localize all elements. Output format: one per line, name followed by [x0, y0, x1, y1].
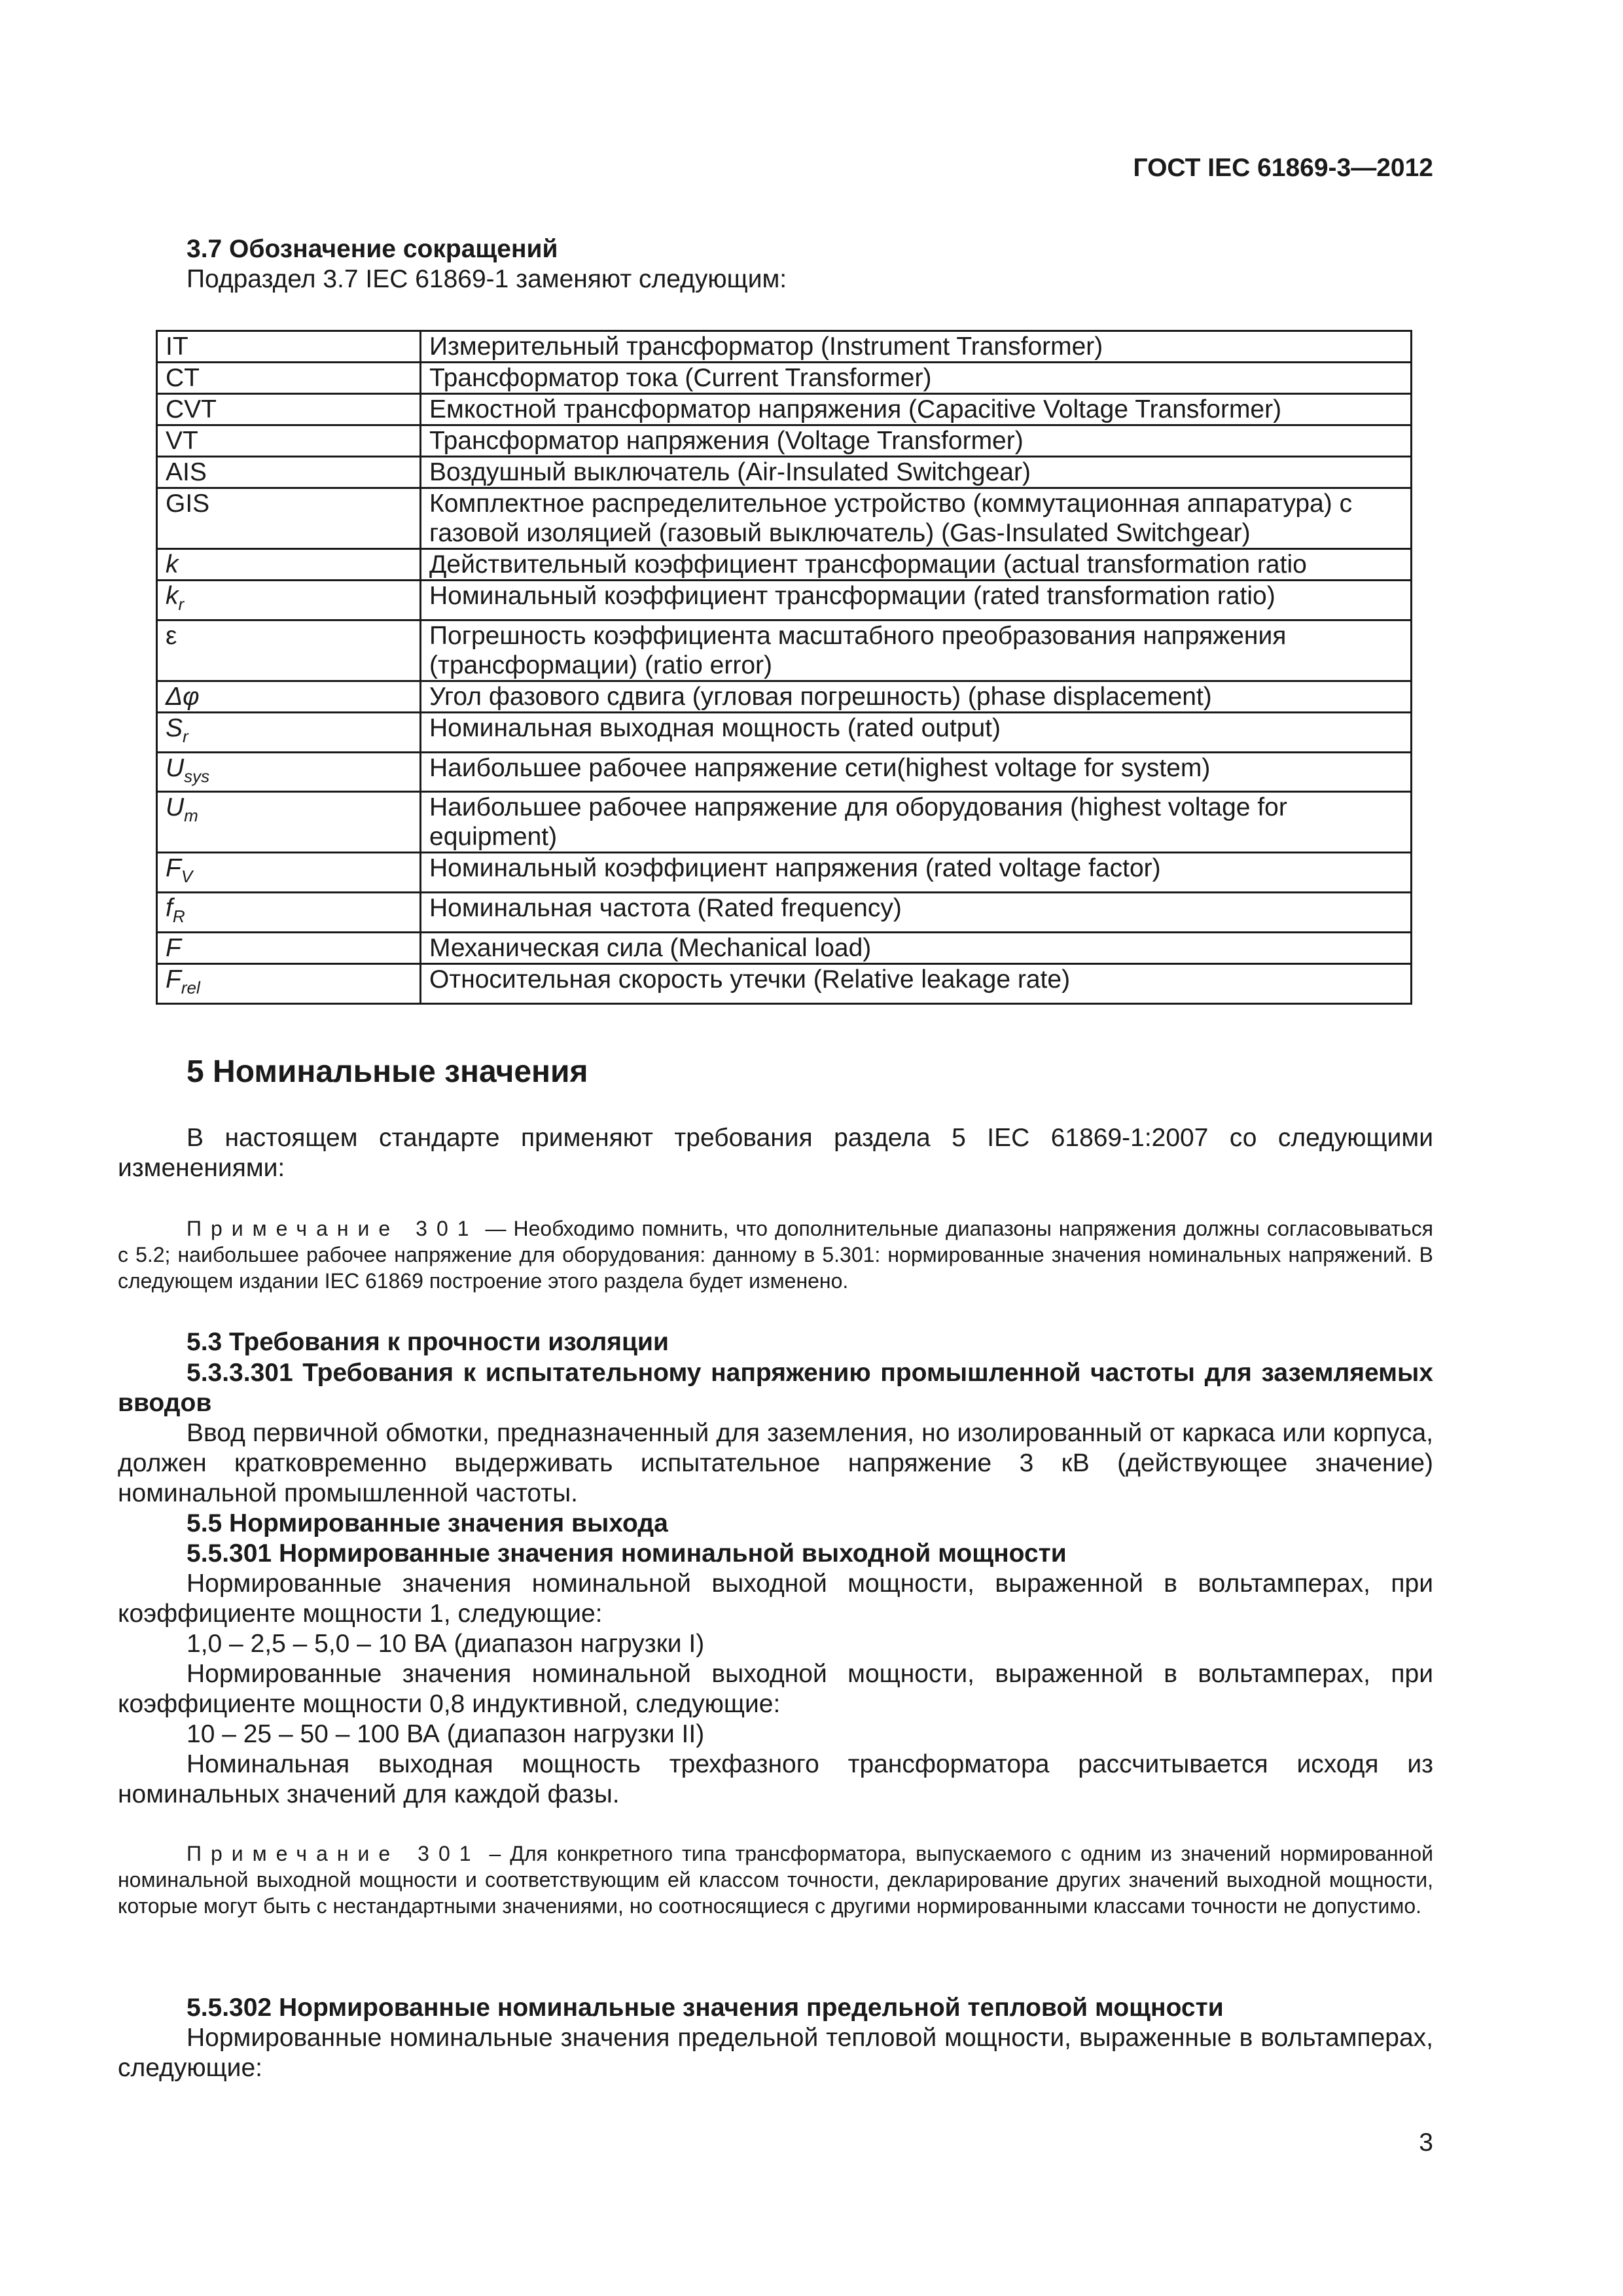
abbreviation-symbol [157, 488, 421, 549]
table-row [157, 549, 1412, 581]
abbreviation-description: Номинальный коэффициент напряжения (rated voltage factor) [421, 853, 1412, 893]
abbreviation-description: Комплектное распределительное устройство (коммутационная аппаратура) с газовой изоляцией (газовый выключатель) (Gas-Insulated Switchgear) [421, 488, 1412, 549]
symbol-base: S [166, 713, 183, 742]
table-row [157, 681, 1412, 712]
table-row [157, 932, 1412, 963]
table-row [157, 792, 1412, 853]
abbreviation-description: Наибольшее рабочее напряжение сети(highest voltage for system) [421, 752, 1412, 792]
abbreviation-symbol [157, 752, 421, 792]
abbreviation-symbol [157, 331, 421, 363]
symbol-base: AIS [166, 458, 207, 486]
symbol-subscript: r [178, 594, 185, 614]
symbol-base: CVT [166, 395, 217, 423]
section-5-3-heading: 5.3 Требования к прочности изоляции [187, 1328, 669, 1356]
symbol-base: Δφ [166, 682, 200, 711]
abbreviation-symbol [157, 620, 421, 681]
symbol-base: k [166, 582, 179, 610]
abbreviation-symbol [157, 853, 421, 893]
symbol-subscript: V [181, 867, 193, 887]
section-5-5-note [118, 1840, 1433, 1919]
abbreviations-table [156, 330, 1412, 1005]
abbreviation-symbol [157, 363, 421, 394]
table-row [157, 712, 1412, 752]
abbreviation-symbol [157, 457, 421, 488]
section-5-3-3-301-heading: 5.3.3.301 Требования к испытательному напряжению промышленной частоты для заземляемых вводов [118, 1359, 1433, 1417]
abbreviation-symbol [157, 425, 421, 457]
symbol-base: ε [166, 621, 177, 650]
abbreviation-description: Измерительный трансформатор (Instrument Transformer) [421, 331, 1412, 363]
note-label: Примечание 301 [187, 1842, 480, 1865]
page-number: 3 [1419, 2128, 1433, 2157]
symbol-subscript: sys [184, 766, 210, 786]
table-row [157, 963, 1412, 1003]
symbol-base: U [166, 753, 185, 782]
table-row [157, 394, 1412, 425]
abbreviation-symbol [157, 549, 421, 581]
abbreviation-description: Погрешность коэффициента масштабного преобразования напряжения (трансформации) (ratio error) [421, 620, 1412, 681]
symbol-subscript: m [184, 806, 198, 826]
table-row [157, 425, 1412, 457]
section-5-5-301-p3: Номинальная выходная мощность трехфазного трансформатора рассчитывается исходя из номинальных значений для каждой фазы. [118, 1750, 1433, 1808]
abbreviation-symbol [157, 893, 421, 933]
abbreviation-symbol [157, 792, 421, 853]
symbol-base: IT [166, 332, 188, 361]
symbol-subscript: R [172, 906, 185, 926]
abbreviation-description: Механическая сила (Mechanical load) [421, 932, 1412, 963]
symbol-base: VT [166, 427, 198, 455]
abbreviation-symbol [157, 932, 421, 963]
section-5-intro: В настоящем стандарте применяют требования раздела 5 IEC 61869-1:2007 со следующими изменениями: [118, 1124, 1433, 1182]
abbreviation-description: Номинальная частота (Rated frequency) [421, 893, 1412, 933]
table-row [157, 457, 1412, 488]
abbreviation-description: Трансформатор тока (Current Transformer) [421, 363, 1412, 394]
abbreviation-description: Номинальная выходная мощность (rated output) [421, 712, 1412, 752]
section-5-5-heading: 5.5 Нормированные значения выхода [187, 1509, 668, 1537]
symbol-base: F [166, 933, 181, 962]
symbol-base: F [166, 965, 181, 994]
abbreviation-symbol [157, 581, 421, 620]
abbreviation-description: Действительный коэффициент трансформации (actual transformation ratio [421, 549, 1412, 581]
section-5-5-302-text: Нормированные номинальные значения предельной тепловой мощности, выраженные в вольтамперах, следующие: [118, 2024, 1433, 2082]
abbreviation-symbol [157, 712, 421, 752]
table-row [157, 331, 1412, 363]
section-5-5-301-list2: 10 – 25 – 50 – 100 ВА (диапазон нагрузки II) [187, 1720, 705, 1748]
note-text: – Для конкретного типа трансформатора, выпускаемого с одним из значений нормированной номинальной выходной мощности и соответствующим ей классом точности, декларирование других значений выходной мощности, которые могут быть с нестандартными значениями, но соотносящиеся с другими нормированными классами точности не допустимо. [118, 1842, 1434, 1918]
section-5-5-302-heading: 5.5.302 Нормированные номинальные значения предельной тепловой мощности [187, 1994, 1224, 2022]
section-5-note [118, 1215, 1433, 1294]
abbreviation-description: Емкостной трансформатор напряжения (Capacitive Voltage Transformer) [421, 394, 1412, 425]
section-5-5-301-p1: Нормированные значения номинальной выходной мощности, выраженной в вольтамперах, при коэффициенте мощности 1, следующие: [118, 1570, 1433, 1628]
section-5-5-301-p2: Нормированные значения номинальной выходной мощности, выраженной в вольтамперах, при коэффициенте мощности 0,8 индуктивной, следующие: [118, 1660, 1433, 1718]
symbol-base: CT [166, 364, 200, 392]
table-row [157, 752, 1412, 792]
document-header: ГОСТ IEC 61869-3—2012 [1133, 154, 1433, 182]
table-row [157, 488, 1412, 549]
table-row [157, 620, 1412, 681]
abbreviation-symbol [157, 681, 421, 712]
note-label: Примечание 301 [187, 1217, 478, 1240]
table-row [157, 893, 1412, 933]
symbol-subscript: rel [181, 977, 200, 997]
section-3-7-intro: Подраздел 3.7 IEC 61869-1 заменяют следующим: [187, 265, 787, 293]
abbreviation-description: Номинальный коэффициент трансформации (rated transformation ratio) [421, 581, 1412, 620]
table-row [157, 363, 1412, 394]
table-row [157, 581, 1412, 620]
section-5-heading: 5 Номинальные значения [187, 1054, 588, 1089]
symbol-base: f [166, 894, 173, 923]
table-row [157, 853, 1412, 893]
symbol-subscript: r [183, 726, 188, 746]
symbol-base: GIS [166, 490, 210, 518]
section-3-7-heading: 3.7 Обозначение сокращений [187, 235, 558, 263]
abbreviation-description: Трансформатор напряжения (Voltage Transformer) [421, 425, 1412, 457]
abbreviation-description: Угол фазового сдвига (угловая погрешность) (phase displacement) [421, 681, 1412, 712]
section-5-5-301-list1: 1,0 – 2,5 – 5,0 – 10 ВА (диапазон нагрузки I) [187, 1630, 705, 1658]
note-text: — Необходимо помнить, что дополнительные диапазоны напряжения должны согласовываться с 5.2; наибольшее рабочее напряжение для оборудования: данному в 5.301: нормированные значения номинальных напряжений. В следующем издании IEC 61869 построение этого раздела будет изменено. [118, 1217, 1434, 1293]
abbreviation-description: Наибольшее рабочее напряжение для оборудования (highest voltage for equipment) [421, 792, 1412, 853]
abbreviation-description: Воздушный выключатель (Air-Insulated Switchgear) [421, 457, 1412, 488]
abbreviation-symbol [157, 394, 421, 425]
symbol-base: F [166, 854, 181, 883]
symbol-base: k [166, 550, 179, 579]
section-5-5-301-heading: 5.5.301 Нормированные значения номинальной выходной мощности [187, 1539, 1067, 1568]
abbreviation-description: Относительная скорость утечки (Relative leakage rate) [421, 963, 1412, 1003]
section-5-3-3-301-text: Ввод первичной обмотки, предназначенный для заземления, но изолированный от каркаса или корпуса, должен кратковременно выдерживать испытательное напряжение 3 кВ (действующее значение) номинальной промышленной частоты. [118, 1419, 1433, 1507]
symbol-base: U [166, 793, 185, 822]
abbreviation-symbol [157, 963, 421, 1003]
